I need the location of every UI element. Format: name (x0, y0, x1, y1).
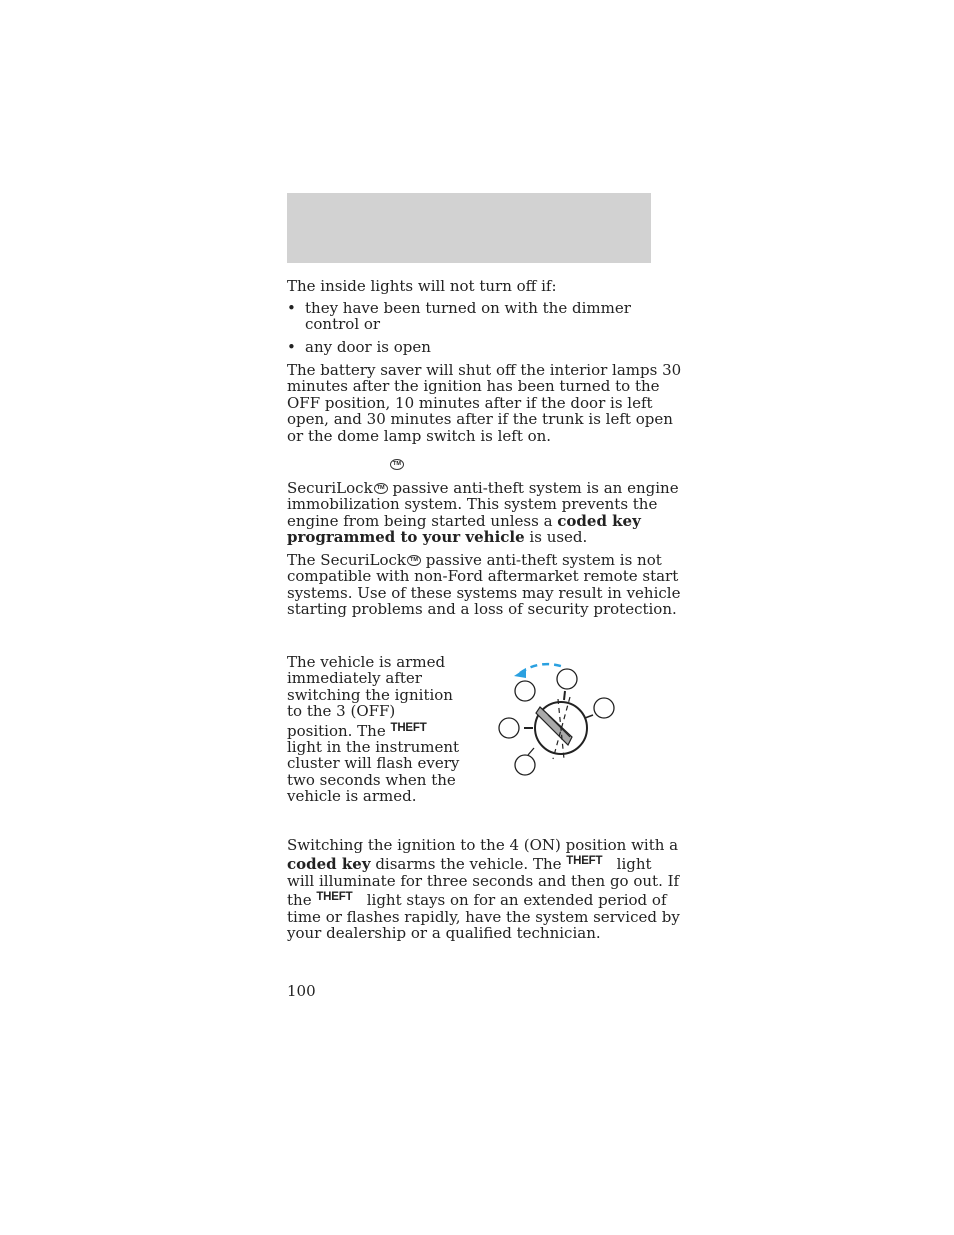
text: your dealership or a qualified technician. (287, 924, 601, 943)
text: The vehicle is armed (287, 653, 446, 671)
securilock-paragraph-2 (287, 552, 680, 618)
text: The SecuriLock (287, 551, 406, 569)
trademark-symbol: TM (390, 459, 404, 470)
text: vehicle is armed. (287, 787, 417, 806)
disarming-paragraph (287, 837, 680, 941)
text: immediately after (287, 669, 422, 688)
bullet-item-1 (305, 300, 631, 333)
text: compatible with non-Ford aftermarket remote start (287, 567, 679, 586)
battery-line: minutes after the ignition has been turned to the (287, 377, 660, 396)
text: systems. Use of these systems may result in vehicle (287, 583, 681, 602)
text: time or flashes rapidly, have the system serviced by (287, 907, 680, 926)
text: passive anti-theft system is an engine (387, 479, 679, 497)
position-circle-5 (515, 755, 535, 775)
text: light (616, 855, 652, 874)
tick-mark (528, 748, 534, 755)
text: cluster will flash every (287, 754, 460, 773)
text: switching the ignition (287, 685, 453, 704)
battery-line: OFF position, 10 minutes after if the door is left (287, 393, 653, 412)
programmed-bold: programmed to your vehicle (287, 528, 525, 547)
text: starting problems and a loss of security protection. (287, 600, 677, 619)
text: will illuminate for three seconds and then go out. If (287, 871, 680, 890)
theft-indicator-label: THEFT (566, 855, 603, 868)
tick-mark (564, 691, 565, 700)
theft-indicator-label: THEFT (316, 891, 353, 904)
battery-line: open, and 30 minutes after if the trunk is left open (287, 410, 673, 429)
rotation-arrow (520, 664, 564, 673)
position-circle-1 (515, 681, 535, 701)
section-header-band (287, 193, 651, 263)
coded-key-bold: coded key (557, 511, 641, 530)
text: immobilization system. This system prevents the (287, 495, 658, 514)
tick-mark (585, 715, 593, 718)
text: light in the instrument (287, 738, 460, 757)
intro-text: The inside lights will not turn off if: (287, 277, 557, 295)
text: engine from being started unless a (287, 511, 558, 530)
position-circle-4 (499, 718, 519, 738)
position-circle-3 (594, 698, 614, 718)
text: SecuriLock (287, 479, 373, 497)
text: Switching the ignition to the 4 (ON) position with a (287, 836, 679, 854)
trademark-symbol: TM (374, 483, 388, 494)
bullet-dot: • (287, 299, 296, 317)
text: to the 3 (OFF) (287, 702, 396, 721)
text: two seconds when the (287, 770, 456, 789)
securilock-paragraph-1 (287, 480, 679, 546)
bullet-item-2: any door is open (305, 338, 431, 356)
ignition-diagram (490, 655, 630, 785)
coded-key-bold: coded key (287, 855, 371, 874)
trademark-symbol: TM (407, 555, 421, 566)
bullet-1-line2: control or (305, 315, 381, 334)
text: position. The (287, 721, 391, 740)
theft-indicator-label: THEFT (390, 721, 427, 734)
text: is used. (524, 528, 588, 547)
page-number: 100 (287, 982, 316, 1000)
text: light stays on for an extended period of (366, 891, 667, 910)
battery-line: or the dome lamp switch is left on. (287, 426, 552, 445)
arrow-head (514, 668, 526, 678)
bullet-1-line1: they have been turned on with the dimmer (305, 299, 631, 317)
battery-saver-paragraph (287, 362, 681, 444)
text: passive anti-theft system is not (420, 551, 662, 569)
bullet-dot: • (287, 338, 296, 356)
text: the (287, 891, 317, 910)
text: disarms the vehicle. The (370, 855, 567, 874)
battery-line: The battery saver will shut off the interior lamps 30 (287, 361, 682, 379)
arming-paragraph (287, 654, 459, 805)
position-circle-2 (557, 669, 577, 689)
